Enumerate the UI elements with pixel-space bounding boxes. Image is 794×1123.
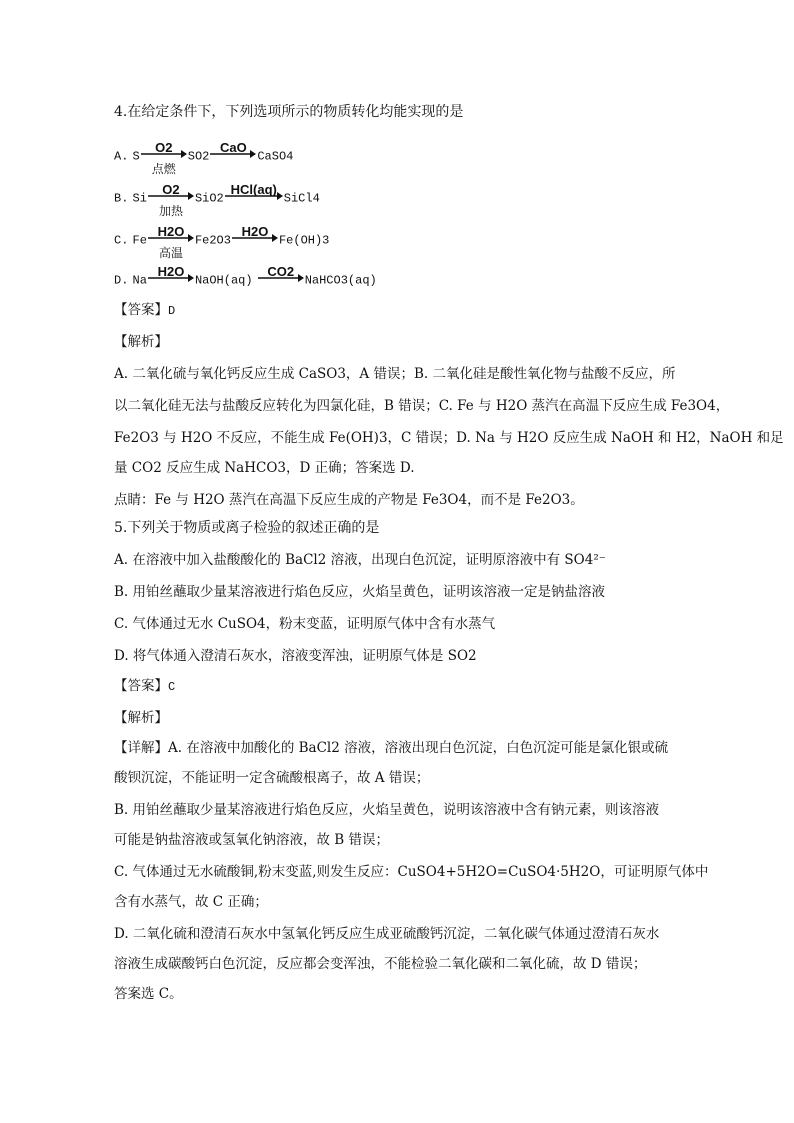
q4-option-b: B. Si O2 加热 SiO2 HCl(aq) SiCl4 <box>114 182 320 218</box>
reaction-arrow: CaO <box>210 138 256 174</box>
q5-option-a: A. 在溶液中加入盐酸酸化的 BaCl2 溶液，出现白色沉淀，证明原溶液中有 SO4²⁻ <box>114 552 606 568</box>
analysis-line: 【详解】A. 在溶液中加酸化的 BaCl2 溶液，溶液出现白色沉淀，白色沉淀可能是氯化银或硫 <box>114 740 669 756</box>
analysis-line: B. 用铂丝蘸取少量某溶液进行焰色反应，火焰呈黄色，说明该溶液中含有钠元素，则该溶液 <box>114 802 660 818</box>
q4-option-c: C. Fe H2O 高温 Fe2O3 H2O Fe(OH)3 <box>114 224 330 260</box>
q4-answer: 【答案】D <box>114 302 176 318</box>
q5-answer: 【答案】C <box>114 678 176 694</box>
reaction-arrow: H2O <box>232 222 278 258</box>
analysis-line: C. 气体通过无水硫酸铜,粉末变蓝,则发生反应：CuSO4+5H2O=CuSO4·5H2O，可证明原气体中 <box>114 864 709 880</box>
q5-option-b: B. 用铂丝蘸取少量某溶液进行焰色反应，火焰呈黄色，证明该溶液一定是钠盐溶液 <box>114 584 606 600</box>
analysis-line: 量 CO2 反应生成 NaHCO3，D 正确；答案选 D. <box>114 460 415 476</box>
reaction-arrow: HCl(aq) <box>225 180 283 216</box>
q4-option-d: D. Na H2O NaOH(aq) CO2 NaHCO3(aq) <box>114 262 377 298</box>
reaction-arrow: CO2 <box>258 262 304 298</box>
analysis-line: 溶液生成碳酸钙白色沉淀，反应都会变浑浊，不能检验二氧化碳和二氧化硫，故 D 错误； <box>114 956 647 972</box>
analysis-line: 含有水蒸气，故 C 正确； <box>114 894 268 910</box>
analysis-line: 答案选 C。 <box>114 986 183 1002</box>
q4-note: 点睛：Fe 与 H2O 蒸汽在高温下反应生成的产物是 Fe3O4，而不是 Fe2O3。 <box>114 492 584 508</box>
analysis-line: Fe2O3 与 H2O 不反应，不能生成 Fe(OH)3，C 错误；D. Na 与 H2O 反应生成 NaOH 和 H2，NaOH 和足 <box>114 430 784 446</box>
reaction-arrow: O2 加热 <box>148 180 194 216</box>
q5-option-d: D. 将气体通入澄清石灰水，溶液变浑浊，证明原气体是 SO2 <box>114 648 477 664</box>
q4-stem: 4.在给定条件下，下列选项所示的物质转化均能实现的是 <box>114 104 464 120</box>
analysis-line: D. 二氧化硫和澄清石灰水中氢氧化钙反应生成亚硫酸钙沉淀，二氧化碳气体通过澄清石灰水 <box>114 926 660 942</box>
analysis-line: 以二氧化硅无法与盐酸反应转化为四氯化硅，B 错误；C. Fe 与 H2O 蒸汽在高温下反应生成 Fe3O4， <box>114 398 730 414</box>
analysis-line: 可能是钠盐溶液或氢氧化钠溶液，故 B 错误； <box>114 832 390 848</box>
analysis-line: 酸钡沉淀，不能证明一定含硫酸根离子，故 A 错误； <box>114 770 430 786</box>
q4-analysis-tag: 【解析】 <box>114 334 168 350</box>
q5-stem: 5.下列关于物质或离子检验的叙述正确的是 <box>114 520 380 536</box>
q4-option-a: A. S O2 点燃 SO2 CaO CaSO4 <box>114 140 294 176</box>
analysis-line: A. 二氧化硫与氧化钙反应生成 CaSO3，A 错误；B. 二氧化硅是酸性氧化物与盐酸不反应，所 <box>114 366 676 382</box>
reaction-arrow: H2O <box>148 262 194 298</box>
q5-option-c: C. 气体通过无水 CuSO4，粉末变蓝，证明原气体中含有水蒸气 <box>114 616 496 632</box>
reaction-arrow: H2O 高温 <box>148 222 194 258</box>
q5-analysis-tag: 【解析】 <box>114 710 168 726</box>
reaction-arrow: O2 点燃 <box>141 138 187 174</box>
